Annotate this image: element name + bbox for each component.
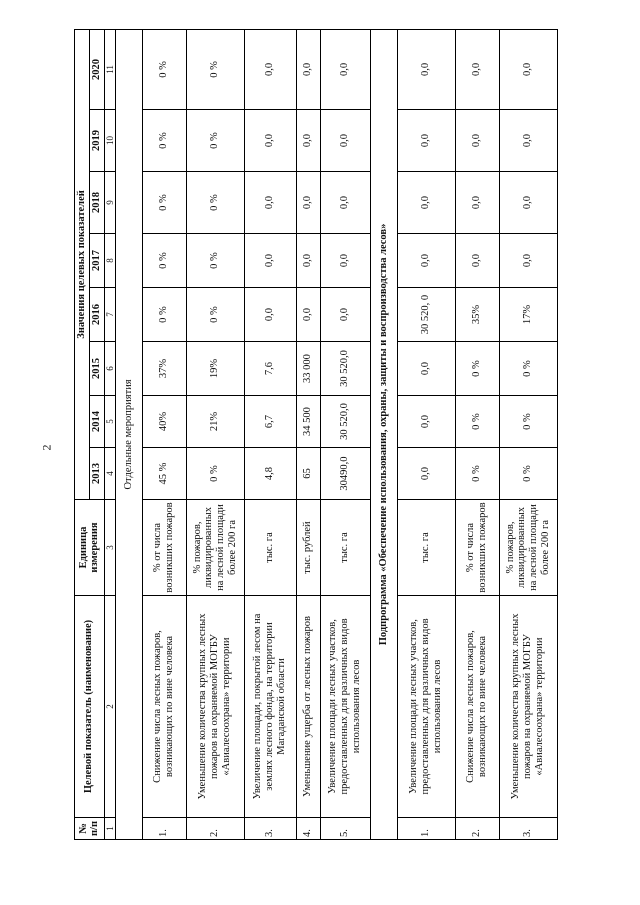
unit-cell: % пожаров, ликвидированных на лесной площади более 200 га	[186, 500, 244, 596]
table-row	[499, 29, 557, 839]
unit-cell: тыс. рублей	[296, 500, 320, 596]
year-header: 2016	[89, 288, 104, 342]
unit-cell: тыс. га	[244, 500, 296, 596]
value-cell: 0,0	[296, 172, 320, 234]
value-cell: 37%	[142, 342, 186, 396]
row-number: 5.	[320, 818, 370, 840]
value-cell: 34 500	[296, 396, 320, 448]
column-index: 2	[104, 596, 115, 818]
value-cell: 0 %	[142, 29, 186, 109]
value-cell: 0 %	[186, 172, 244, 234]
value-cell: 0 %	[142, 234, 186, 288]
value-cell: 0,0	[320, 110, 370, 172]
value-cell: 0,0	[320, 172, 370, 234]
indicator-name: Увеличение площади лесных участков, предоставленных для различных видов использования лесов	[397, 596, 455, 818]
section-title: Подпрограмма «Обеспечение использования, охраны, защиты и воспроизводства лесов»	[370, 29, 397, 839]
value-cell: 0 %	[186, 288, 244, 342]
year-header: 2013	[89, 448, 104, 500]
page-number: 2	[39, 444, 54, 451]
unit-cell: тыс. га	[397, 500, 455, 596]
table-header	[75, 29, 116, 839]
target-indicators-table	[74, 29, 558, 840]
value-cell: 30 520, 0	[397, 288, 455, 342]
value-cell: 30490,0	[320, 448, 370, 500]
value-cell: 0,0	[397, 396, 455, 448]
section-row	[370, 29, 397, 839]
row-number: 1.	[397, 818, 455, 840]
row-number: 3.	[499, 818, 557, 840]
column-index: 9	[104, 172, 115, 234]
value-cell: 0,0	[397, 448, 455, 500]
table-row	[320, 29, 370, 839]
header-indicator: Целевой показатель (наименование)	[75, 596, 105, 818]
unit-cell: тыс. га	[320, 500, 370, 596]
row-number: 3.	[244, 818, 296, 840]
value-cell: 0 %	[142, 110, 186, 172]
header-num: № п/п	[75, 818, 105, 840]
header-values: Значения целевых показателей	[75, 29, 90, 499]
unit-cell: % от числа возникших пожаров	[142, 500, 186, 596]
table-row	[142, 29, 186, 839]
value-cell: 0 %	[455, 448, 499, 500]
value-cell: 19%	[186, 342, 244, 396]
value-cell: 0 %	[142, 288, 186, 342]
value-cell: 0,0	[499, 29, 557, 109]
row-number: 2.	[455, 818, 499, 840]
column-index: 1	[104, 818, 115, 840]
value-cell: 0 %	[142, 172, 186, 234]
value-cell: 4,8	[244, 448, 296, 500]
table-body	[115, 29, 557, 839]
value-cell: 0,0	[296, 110, 320, 172]
value-cell: 0,0	[244, 172, 296, 234]
row-number: 1.	[142, 818, 186, 840]
indicator-name: Увеличение площади, покрытой лесом на землях лесного фонда, на территории Магаданской области	[244, 596, 296, 818]
value-cell: 65	[296, 448, 320, 500]
value-cell: 21%	[186, 396, 244, 448]
rotated-table-wrapper	[74, 30, 614, 840]
value-cell: 0,0	[296, 234, 320, 288]
value-cell: 30 520,0	[320, 342, 370, 396]
indicator-name: Увеличение площади лесных участков, предоставленных для различных видов использования лесов	[320, 596, 370, 818]
column-index: 5	[104, 396, 115, 448]
row-number: 4.	[296, 818, 320, 840]
table-row	[397, 29, 455, 839]
value-cell: 0,0	[397, 110, 455, 172]
value-cell: 0 %	[186, 234, 244, 288]
value-cell: 0 %	[186, 29, 244, 109]
column-index: 10	[104, 110, 115, 172]
value-cell: 33 000	[296, 342, 320, 396]
value-cell: 0 %	[499, 342, 557, 396]
header-unit: Единица измерения	[75, 500, 105, 596]
value-cell: 0,0	[397, 29, 455, 109]
value-cell: 0 %	[186, 448, 244, 500]
indicator-name: Уменьшение ущерба от лесных пожаров	[296, 596, 320, 818]
column-index: 8	[104, 234, 115, 288]
value-cell: 0,0	[244, 110, 296, 172]
value-cell: 0 %	[499, 448, 557, 500]
value-cell: 0,0	[397, 172, 455, 234]
value-cell: 0,0	[455, 172, 499, 234]
table-row	[244, 29, 296, 839]
table-row	[186, 29, 244, 839]
year-header: 2015	[89, 342, 104, 396]
year-header: 2019	[89, 110, 104, 172]
value-cell: 0,0	[244, 29, 296, 109]
value-cell: 0 %	[499, 396, 557, 448]
value-cell: 0,0	[455, 110, 499, 172]
table-row	[296, 29, 320, 839]
value-cell: 17%	[499, 288, 557, 342]
column-index: 11	[104, 29, 115, 109]
value-cell: 35%	[455, 288, 499, 342]
value-cell: 0,0	[499, 234, 557, 288]
value-cell: 6,7	[244, 396, 296, 448]
value-cell: 0 %	[455, 396, 499, 448]
value-cell: 0,0	[296, 29, 320, 109]
unit-cell: % от числа возникших пожаров	[455, 500, 499, 596]
column-index: 3	[104, 500, 115, 596]
column-index: 6	[104, 342, 115, 396]
row-number: 2.	[186, 818, 244, 840]
section-title: Отдельные мероприятия	[115, 29, 142, 839]
value-cell: 0,0	[499, 110, 557, 172]
value-cell: 0,0	[499, 172, 557, 234]
value-cell: 0,0	[320, 234, 370, 288]
value-cell: 0,0	[244, 288, 296, 342]
value-cell: 0,0	[296, 288, 320, 342]
indicator-name: Снижение числа лесных пожаров, возникающих по вине человека	[455, 596, 499, 818]
value-cell: 0,0	[320, 29, 370, 109]
value-cell: 0 %	[455, 342, 499, 396]
value-cell: 30 520,0	[320, 396, 370, 448]
column-index: 4	[104, 448, 115, 500]
value-cell: 0,0	[320, 288, 370, 342]
value-cell: 0,0	[455, 234, 499, 288]
unit-cell: % пожаров, ликвидированных на лесной площади более 200 га	[499, 500, 557, 596]
column-index-row	[104, 29, 115, 839]
value-cell: 0,0	[455, 29, 499, 109]
value-cell: 0,0	[397, 342, 455, 396]
value-cell: 45 %	[142, 448, 186, 500]
column-index: 7	[104, 288, 115, 342]
year-header: 2017	[89, 234, 104, 288]
value-cell: 40%	[142, 396, 186, 448]
value-cell: 0,0	[244, 234, 296, 288]
section-row	[115, 29, 142, 839]
indicator-name: Снижение числа лесных пожаров, возникающих по вине человека	[142, 596, 186, 818]
year-header: 2014	[89, 396, 104, 448]
value-cell: 0,0	[397, 234, 455, 288]
value-cell: 7,6	[244, 342, 296, 396]
indicator-name: Уменьшение количества крупных лесных пожаров на охраняемой МОГБУ «Авиалесоохрана» территории	[186, 596, 244, 818]
value-cell: 0 %	[186, 110, 244, 172]
year-header: 2018	[89, 172, 104, 234]
indicator-name: Уменьшение количества крупных лесных пожаров на охраняемой МОГБУ «Авиалесоохрана» территории	[499, 596, 557, 818]
table-row	[455, 29, 499, 839]
year-header: 2020	[89, 29, 104, 109]
